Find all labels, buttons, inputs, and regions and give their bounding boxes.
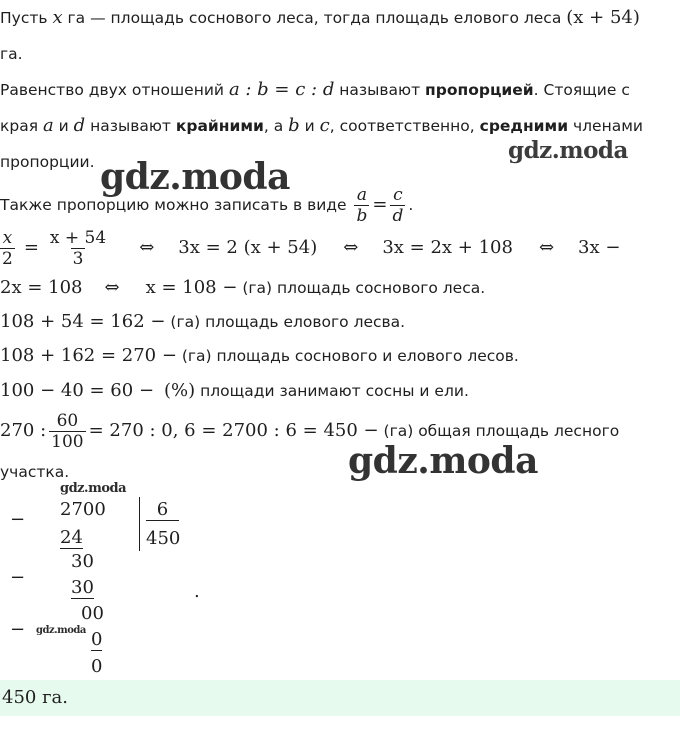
watermark: gdz.moda — [348, 440, 538, 482]
step-spruce-area: 108 + 54 = 162 − (га) площадь елового лесва. — [0, 311, 406, 332]
step-percent: 100 − 40 = 60 − (%) площади занимают сосны и ели. — [0, 380, 469, 401]
minus-sign: − — [10, 619, 26, 640]
equation-chain-end: 2x = 108 ⇔ x = 108 − (га) площадь соснового леса. — [0, 277, 486, 298]
equivalence-arrow: ⇔ — [139, 237, 155, 258]
answer-text: 450 га. — [2, 687, 68, 708]
equation-chain: $\frac{x}{2}$ = $\frac{x + 54}{3}$ ⇔ 3x = 2 (x + 54) ⇔ 3x = 2x + 108 ⇔ 3x − — [2, 228, 621, 269]
dividend: 2700 — [60, 499, 106, 520]
fraction-x-over-2: $\frac{x}{2}$ — [2, 228, 13, 269]
term-proportion: пропорцией — [425, 81, 534, 99]
fraction-c-over-d: $\frac{c}{d}$ — [392, 185, 404, 226]
divisor: 6 — [146, 500, 179, 521]
equivalence-arrow: ⇔ — [343, 237, 359, 258]
subtrahend-1: 24 — [60, 527, 83, 548]
paragraph-2-line-2: края a и d называют крайними, а b и c, соответственно, средними членами — [0, 115, 643, 136]
fraction-a-over-b: $\frac{a}{b}$ — [356, 185, 368, 226]
minus-sign: − — [10, 567, 26, 588]
fraction-60-over-100: $\frac{60}{100}$ — [51, 411, 84, 452]
subtrahend-2: 30 — [71, 577, 94, 598]
term-means: средними — [479, 117, 569, 135]
remainder-3: 0 — [91, 656, 103, 677]
watermark: gdz.moda — [100, 156, 290, 198]
fraction-x54-over-3: $\frac{x + 54}{3}$ — [49, 228, 107, 269]
step-forest-area: 270 : $\frac{60}{100}$ = 270 : 0, 6 = 2700 : 6 = 450 − (га) общая площадь лесного — [0, 411, 620, 452]
division-bracket — [139, 497, 140, 551]
paragraph-2-line-1: Равенство двух отношений a : b = c : d называют пропорцией. Стоящие с — [0, 79, 630, 100]
paragraph-3: Также пропорцию можно записать в виде $\frac{a}{b}$ = $\frac{c}{d}$ . — [0, 185, 414, 226]
quotient: 450 — [146, 528, 181, 549]
watermark: gdz.moda — [60, 481, 127, 496]
watermark: gdz.moda — [36, 625, 86, 636]
proportion-expression: a : b = c : d — [228, 79, 335, 100]
term-extremes: крайними — [175, 117, 264, 135]
paragraph-2-line-3: пропорции. — [0, 153, 95, 171]
subtrahend-3: 0 — [91, 629, 103, 650]
variable-x: x — [52, 7, 63, 28]
dot: . — [194, 581, 200, 602]
step-total-area: 108 + 162 = 270 − (га) площадь соснового и елового лесов. — [0, 345, 519, 366]
step-forest-area-end: участка. — [0, 463, 70, 481]
minus-sign: − — [10, 509, 26, 530]
remainder-2: 00 — [81, 603, 104, 624]
equivalence-arrow: ⇔ — [104, 277, 120, 298]
remainder-1: 30 — [71, 551, 94, 572]
paragraph-1: Пусть x га — площадь соснового леса, тогда площадь елового леса (x + 54) — [0, 7, 640, 28]
equivalence-arrow: ⇔ — [538, 237, 555, 258]
answer-box — [0, 680, 680, 716]
math-expression: (x + 54) — [566, 7, 640, 28]
watermark: gdz.moda — [508, 137, 628, 164]
paragraph-1-continued: га. — [0, 45, 23, 63]
